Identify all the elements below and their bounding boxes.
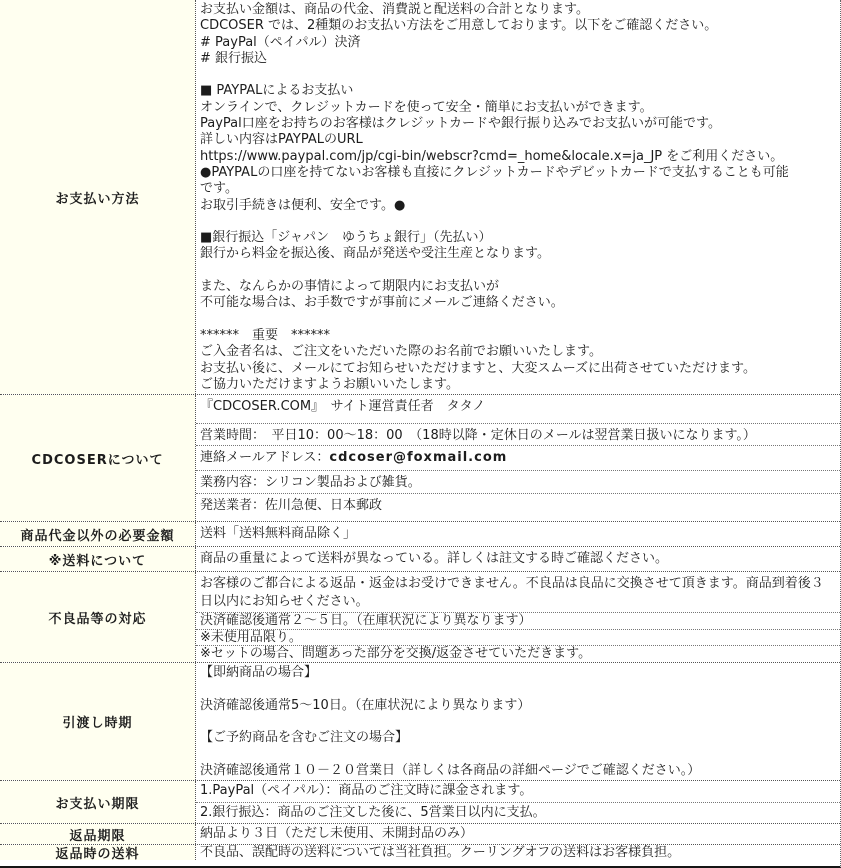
defects-set-policy-cell: ※セットの場合、問題あった部分を交換/返金させていただきます。 — [196, 645, 840, 662]
text-line: # PayPal（ペイパル）決済 — [200, 34, 361, 50]
extra-fee-content — [195, 522, 840, 546]
text-line: ■銀行振込「ジャパン ゆうちょ銀行」（先払い） — [200, 230, 492, 246]
text-line: ****** 重要 ****** — [200, 327, 331, 343]
text-line — [200, 714, 836, 730]
site-operator-cell: 『CDCOSER.COM』 サイト運営責任者 タタノ — [200, 399, 486, 414]
payment-deadline-content — [195, 781, 840, 823]
defective-items-content — [195, 572, 840, 662]
row-return-period — [0, 823, 840, 844]
text-line: 【即納商品の場合】 — [200, 665, 318, 680]
defective-items-label: 不良品等の対応 — [0, 572, 195, 662]
row-payment-method — [0, 0, 840, 394]
text-line: https://www.paypal.com/jp/cgi-bin/webscr?cmd=_home&locale.x=ja_JP をご利用ください。 — [200, 148, 784, 164]
text-line — [200, 312, 836, 328]
payment-deadline-label: お支払い期限 — [0, 781, 195, 823]
extra-fee-cell: 送料「送料無料商品除く」 — [200, 526, 357, 541]
row-extra-fee — [0, 521, 840, 546]
text-line: 決済確認後通常5～10日。（在庫状況により異なります） — [200, 697, 531, 713]
defects-policy-cell: お客様のご都合による返品・返金はお受けできません。不良品は良品に交換させて頂きます。商品到着後３日以内にお知らせください。 — [200, 576, 824, 609]
row-return-shipping — [0, 844, 840, 860]
text-line: ご入金者名は、ご注文をいただいた際のお名前でお願いいたします。 — [200, 344, 602, 360]
defects-exchange-time-cell: 決済確認後通常２～５日。（在庫状況により異なります） — [196, 612, 840, 629]
deadline-bank-cell: 2.銀行振込：商品のご注文した後に、5営業日以内に支払。 — [196, 802, 840, 823]
return-shipping-cell: 不良品、誤配時の送料については当社負担。クーリングオフの送料はお客様負担。 — [200, 845, 681, 860]
delivery-time-label: 引渡し時期 — [0, 663, 195, 780]
row-about-cdcoser — [0, 394, 840, 521]
text-line: お支払い金額は、商品の代金、消費説と配送料の合計となります。 — [200, 2, 589, 17]
text-line: # 銀行振込 — [200, 50, 268, 66]
text-line: ご協力いただけますようお願いいたします。 — [200, 376, 459, 392]
text-line: PayPal口座をお持ちのお客様はクレジットカードや銀行振り込みでお支払いが可能です。 — [200, 116, 721, 132]
shipping-fee-cell: 商品の重量によって送料が異なっている。詳しくは註文する時ご確認ください。 — [200, 551, 669, 566]
text-line: また、なんらかの事情によって期限内にお支払いが — [200, 279, 500, 295]
defects-unused-only-cell: ※未使用品限り。 — [196, 629, 840, 645]
contact-email-address: cdcoser@foxmail.com — [329, 450, 508, 465]
contact-email-prefix: 連絡メールアドレス： — [200, 450, 330, 465]
row-delivery-time — [0, 662, 840, 780]
text-line: オンラインで、クレジットカードを使って安全・簡単にお支払いができます。 — [200, 99, 653, 115]
shipping-carrier-cell: 発送業者：佐川急便、日本郵政 — [196, 493, 840, 521]
text-line: 不可能な場合は、お手数ですが事前にメールご連絡ください。 — [200, 295, 564, 311]
text-line: CDCOSER では、2種類のお支払い方法をご用意しております。以下をご確認ください。 — [200, 18, 718, 34]
contact-email-cell — [196, 445, 840, 470]
text-line — [200, 681, 836, 697]
text-line: 銀行から料金を振込後、商品が発送や受注生産となります。 — [200, 246, 550, 262]
text-line: です。 — [200, 181, 238, 197]
deadline-paypal-cell: 1.PayPal（ペイパル）：商品のご注文時に課金されます。 — [200, 783, 533, 798]
text-line — [200, 214, 836, 230]
payment-method-text — [196, 0, 840, 394]
shipping-fee-label: ※送料について — [0, 547, 195, 571]
text-line: お支払い後に、メールにてお知らせいただけますと、大変スムーズに出荷させていただけます。 — [200, 360, 757, 376]
text-line: 詳しい内容はPAYPALのURL — [200, 132, 363, 148]
text-line — [200, 67, 836, 83]
return-period-content — [195, 824, 840, 844]
delivery-time-content — [195, 663, 840, 780]
text-line: 決済確認後通常１０－２０営業日（詳しくは各商品の詳細ページでご確認ください。） — [200, 762, 701, 778]
return-period-label: 返品期限 — [0, 824, 195, 844]
delivery-time-text — [196, 663, 840, 780]
text-line: ●PAYPALの口座を持てないお客様も直接にクレジットカードやデビットカードで支払することも可能 — [200, 164, 789, 180]
business-description-cell: 業務内容：シリコン製品および雑貨。 — [196, 470, 840, 493]
about-label: CDCOSERについて — [0, 395, 195, 521]
payment-method-label: お支払い方法 — [0, 0, 195, 394]
text-line: お取引手続きは便利、安全です。● — [200, 197, 406, 213]
text-line — [200, 746, 836, 762]
text-line: 【ご予約商品を含むご注文の場合】 — [200, 730, 409, 746]
about-content — [195, 395, 840, 521]
return-period-cell: 納品より３日（ただし未使用、未開封品のみ） — [200, 826, 474, 841]
payment-method-content — [195, 0, 840, 394]
text-line — [200, 263, 836, 279]
return-shipping-label: 返品時の送料 — [0, 845, 195, 860]
text-line: ■ PAYPALによるお支払い — [200, 83, 354, 99]
row-shipping-fee — [0, 546, 840, 571]
row-payment-deadline — [0, 780, 840, 823]
return-shipping-content — [195, 845, 840, 860]
extra-fee-label: 商品代金以外の必要金額 — [0, 522, 195, 546]
business-hours-cell: 営業時間： 平日10：00～18：00 （18時以降・定休日のメールは翌営業日扱いになります。） — [196, 423, 840, 445]
row-defective-items — [0, 571, 840, 662]
shipping-fee-content — [195, 547, 840, 571]
